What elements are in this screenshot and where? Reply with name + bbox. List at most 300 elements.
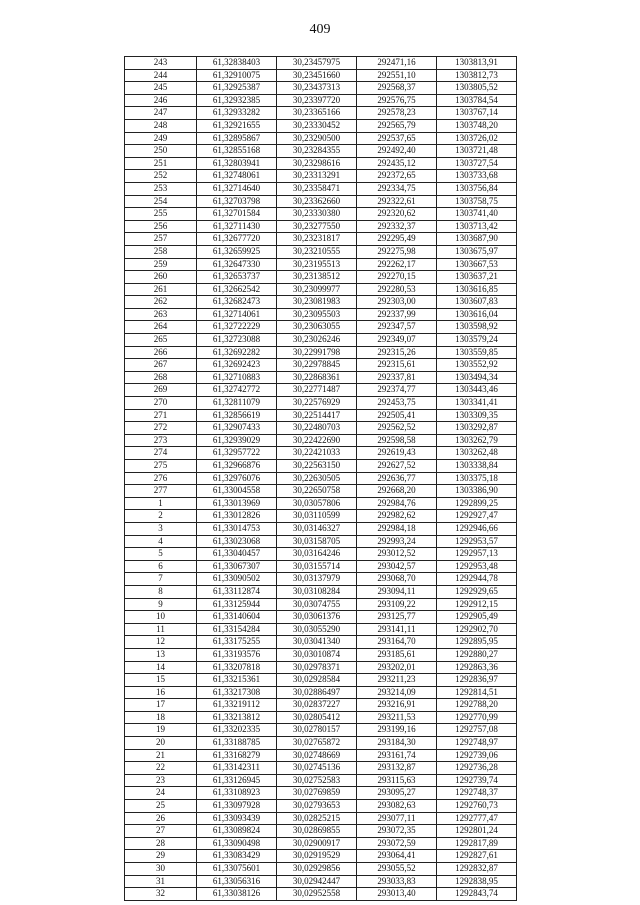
longitude-cell: 30,23081983 (277, 296, 357, 309)
y-coordinate-cell: 1292957,13 (437, 548, 517, 561)
latitude-cell: 61,32722229 (197, 321, 277, 334)
y-coordinate-cell: 1292788,20 (437, 699, 517, 712)
latitude-cell: 61,32703798 (197, 195, 277, 208)
y-coordinate-cell: 1292777,47 (437, 812, 517, 825)
point-number-cell: 261 (125, 283, 197, 296)
x-coordinate-cell: 292619,43 (357, 447, 437, 460)
table-row (125, 497, 517, 510)
x-coordinate-cell: 292347,57 (357, 321, 437, 334)
latitude-cell: 61,32811079 (197, 397, 277, 410)
x-coordinate-cell: 293141,11 (357, 623, 437, 636)
latitude-cell: 61,32742772 (197, 384, 277, 397)
longitude-cell: 30,03061376 (277, 611, 357, 624)
latitude-cell: 61,32701584 (197, 208, 277, 221)
longitude-cell: 30,02793653 (277, 800, 357, 813)
latitude-cell: 61,32748061 (197, 170, 277, 183)
x-coordinate-cell: 292627,52 (357, 460, 437, 473)
longitude-cell: 30,02745136 (277, 762, 357, 775)
point-number-cell: 17 (125, 699, 197, 712)
x-coordinate-cell: 292492,40 (357, 145, 437, 158)
latitude-cell: 61,33040457 (197, 548, 277, 561)
table-row (125, 371, 517, 384)
longitude-cell: 30,22563150 (277, 460, 357, 473)
x-coordinate-cell: 293109,22 (357, 598, 437, 611)
point-number-cell: 255 (125, 208, 197, 221)
latitude-cell: 61,33154284 (197, 623, 277, 636)
x-coordinate-cell: 292471,16 (357, 57, 437, 70)
table-row (125, 69, 517, 82)
x-coordinate-cell: 292270,15 (357, 271, 437, 284)
y-coordinate-cell: 1303616,85 (437, 283, 517, 296)
table-row (125, 409, 517, 422)
point-number-cell: 18 (125, 711, 197, 724)
point-number-cell: 19 (125, 724, 197, 737)
longitude-cell: 30,22514417 (277, 409, 357, 422)
longitude-cell: 30,23365166 (277, 107, 357, 120)
x-coordinate-cell: 293072,35 (357, 825, 437, 838)
x-coordinate-cell: 293161,74 (357, 749, 437, 762)
point-number-cell: 265 (125, 334, 197, 347)
y-coordinate-cell: 1292736,28 (437, 762, 517, 775)
longitude-cell: 30,23451660 (277, 69, 357, 82)
latitude-cell: 61,32723088 (197, 334, 277, 347)
latitude-cell: 61,33202335 (197, 724, 277, 737)
table-row (125, 686, 517, 699)
point-number-cell: 266 (125, 346, 197, 359)
latitude-cell: 61,32682473 (197, 296, 277, 309)
table-row (125, 774, 517, 787)
point-number-cell: 7 (125, 573, 197, 586)
point-number-cell: 251 (125, 157, 197, 170)
table-row (125, 850, 517, 863)
y-coordinate-cell: 1303741,40 (437, 208, 517, 221)
x-coordinate-cell: 293202,01 (357, 661, 437, 674)
longitude-cell: 30,23313291 (277, 170, 357, 183)
point-number-cell: 4 (125, 535, 197, 548)
y-coordinate-cell: 1303675,97 (437, 245, 517, 258)
y-coordinate-cell: 1303443,46 (437, 384, 517, 397)
longitude-cell: 30,23284355 (277, 145, 357, 158)
table-row (125, 674, 517, 687)
y-coordinate-cell: 1303309,35 (437, 409, 517, 422)
latitude-cell: 61,33213812 (197, 711, 277, 724)
longitude-cell: 30,02978371 (277, 661, 357, 674)
y-coordinate-cell: 1292757,08 (437, 724, 517, 737)
point-number-cell: 254 (125, 195, 197, 208)
latitude-cell: 61,33126945 (197, 774, 277, 787)
y-coordinate-cell: 1303767,14 (437, 107, 517, 120)
longitude-cell: 30,23138512 (277, 271, 357, 284)
latitude-cell: 61,33207818 (197, 661, 277, 674)
table-row (125, 522, 517, 535)
longitude-cell: 30,23298616 (277, 157, 357, 170)
point-number-cell: 277 (125, 485, 197, 498)
x-coordinate-cell: 292453,75 (357, 397, 437, 410)
table-row (125, 724, 517, 737)
y-coordinate-cell: 1292832,87 (437, 863, 517, 876)
y-coordinate-cell: 1292748,37 (437, 787, 517, 800)
y-coordinate-cell: 1303262,79 (437, 434, 517, 447)
point-number-cell: 276 (125, 472, 197, 485)
y-coordinate-cell: 1292827,61 (437, 850, 517, 863)
x-coordinate-cell: 292280,53 (357, 283, 437, 296)
y-coordinate-cell: 1292946,66 (437, 522, 517, 535)
y-coordinate-cell: 1303598,92 (437, 321, 517, 334)
latitude-cell: 61,32925387 (197, 82, 277, 95)
y-coordinate-cell: 1292739,06 (437, 749, 517, 762)
point-number-cell: 26 (125, 812, 197, 825)
point-number-cell: 243 (125, 57, 197, 70)
x-coordinate-cell: 292372,65 (357, 170, 437, 183)
point-number-cell: 12 (125, 636, 197, 649)
latitude-cell: 61,32692423 (197, 359, 277, 372)
point-number-cell: 269 (125, 384, 197, 397)
y-coordinate-cell: 1292863,36 (437, 661, 517, 674)
table-row (125, 82, 517, 95)
x-coordinate-cell: 293072,59 (357, 837, 437, 850)
point-number-cell: 268 (125, 371, 197, 384)
table-row (125, 510, 517, 523)
x-coordinate-cell: 293214,09 (357, 686, 437, 699)
latitude-cell: 61,32895867 (197, 132, 277, 145)
table-row (125, 434, 517, 447)
y-coordinate-cell: 1303386,90 (437, 485, 517, 498)
y-coordinate-cell: 1303713,42 (437, 220, 517, 233)
table-row (125, 397, 517, 410)
latitude-cell: 61,33090502 (197, 573, 277, 586)
longitude-cell: 30,23362660 (277, 195, 357, 208)
table-row (125, 623, 517, 636)
table-row (125, 472, 517, 485)
y-coordinate-cell: 1292953,57 (437, 535, 517, 548)
table-row (125, 334, 517, 347)
point-number-cell: 6 (125, 560, 197, 573)
latitude-cell: 61,33097928 (197, 800, 277, 813)
x-coordinate-cell: 292295,49 (357, 233, 437, 246)
latitude-cell: 61,32910075 (197, 69, 277, 82)
table-row (125, 157, 517, 170)
longitude-cell: 30,22991798 (277, 346, 357, 359)
longitude-cell: 30,02805412 (277, 711, 357, 724)
y-coordinate-cell: 1303812,73 (437, 69, 517, 82)
x-coordinate-cell: 293115,63 (357, 774, 437, 787)
point-number-cell: 21 (125, 749, 197, 762)
point-number-cell: 28 (125, 837, 197, 850)
y-coordinate-cell: 1292801,24 (437, 825, 517, 838)
y-coordinate-cell: 1303375,18 (437, 472, 517, 485)
longitude-cell: 30,03055290 (277, 623, 357, 636)
x-coordinate-cell: 293055,52 (357, 863, 437, 876)
point-number-cell: 2 (125, 510, 197, 523)
latitude-cell: 61,33217308 (197, 686, 277, 699)
x-coordinate-cell: 292262,17 (357, 258, 437, 271)
table-row (125, 648, 517, 661)
point-number-cell: 258 (125, 245, 197, 258)
point-number-cell: 273 (125, 434, 197, 447)
longitude-cell: 30,02869855 (277, 825, 357, 838)
point-number-cell: 245 (125, 82, 197, 95)
x-coordinate-cell: 293164,70 (357, 636, 437, 649)
longitude-cell: 30,03057806 (277, 497, 357, 510)
longitude-cell: 30,23099977 (277, 283, 357, 296)
coordinates-table (124, 56, 517, 901)
longitude-cell: 30,02780157 (277, 724, 357, 737)
table-row (125, 548, 517, 561)
longitude-cell: 30,02769859 (277, 787, 357, 800)
x-coordinate-cell: 293012,52 (357, 548, 437, 561)
y-coordinate-cell: 1303805,52 (437, 82, 517, 95)
y-coordinate-cell: 1303726,02 (437, 132, 517, 145)
longitude-cell: 30,22480703 (277, 422, 357, 435)
x-coordinate-cell: 292668,20 (357, 485, 437, 498)
latitude-cell: 61,32710883 (197, 371, 277, 384)
latitude-cell: 61,33013969 (197, 497, 277, 510)
point-number-cell: 250 (125, 145, 197, 158)
y-coordinate-cell: 1292902,70 (437, 623, 517, 636)
longitude-cell: 30,23397720 (277, 94, 357, 107)
point-number-cell: 259 (125, 258, 197, 271)
x-coordinate-cell: 293064,41 (357, 850, 437, 863)
longitude-cell: 30,23457975 (277, 57, 357, 70)
latitude-cell: 61,32647330 (197, 258, 277, 271)
table-row (125, 220, 517, 233)
longitude-cell: 30,23330380 (277, 208, 357, 221)
longitude-cell: 30,03164246 (277, 548, 357, 561)
y-coordinate-cell: 1292817,89 (437, 837, 517, 850)
latitude-cell: 61,33140604 (197, 611, 277, 624)
latitude-cell: 61,32714061 (197, 308, 277, 321)
longitude-cell: 30,02952558 (277, 888, 357, 901)
latitude-cell: 61,33142311 (197, 762, 277, 775)
longitude-cell: 30,02837227 (277, 699, 357, 712)
latitude-cell: 61,32692282 (197, 346, 277, 359)
x-coordinate-cell: 292565,79 (357, 119, 437, 132)
y-coordinate-cell: 1303758,75 (437, 195, 517, 208)
point-number-cell: 5 (125, 548, 197, 561)
y-coordinate-cell: 1303687,90 (437, 233, 517, 246)
longitude-cell: 30,23231817 (277, 233, 357, 246)
y-coordinate-cell: 1303784,54 (437, 94, 517, 107)
point-number-cell: 3 (125, 522, 197, 535)
x-coordinate-cell: 293013,40 (357, 888, 437, 901)
table-row (125, 699, 517, 712)
point-number-cell: 16 (125, 686, 197, 699)
latitude-cell: 61,32711430 (197, 220, 277, 233)
table-row (125, 170, 517, 183)
x-coordinate-cell: 293082,63 (357, 800, 437, 813)
table-row (125, 271, 517, 284)
y-coordinate-cell: 1303756,84 (437, 182, 517, 195)
x-coordinate-cell: 292562,52 (357, 422, 437, 435)
point-number-cell: 275 (125, 460, 197, 473)
table-row (125, 485, 517, 498)
table-row (125, 245, 517, 258)
y-coordinate-cell: 1292929,65 (437, 585, 517, 598)
point-number-cell: 252 (125, 170, 197, 183)
point-number-cell: 31 (125, 875, 197, 888)
longitude-cell: 30,22978845 (277, 359, 357, 372)
table-row (125, 560, 517, 573)
longitude-cell: 30,02919529 (277, 850, 357, 863)
y-coordinate-cell: 1292748,97 (437, 737, 517, 750)
point-number-cell: 271 (125, 409, 197, 422)
x-coordinate-cell: 293042,57 (357, 560, 437, 573)
longitude-cell: 30,23210555 (277, 245, 357, 258)
x-coordinate-cell: 293216,91 (357, 699, 437, 712)
y-coordinate-cell: 1303494,34 (437, 371, 517, 384)
point-number-cell: 244 (125, 69, 197, 82)
y-coordinate-cell: 1303262,48 (437, 447, 517, 460)
longitude-cell: 30,23437313 (277, 82, 357, 95)
latitude-cell: 61,33038126 (197, 888, 277, 901)
table-row (125, 384, 517, 397)
longitude-cell: 30,23026246 (277, 334, 357, 347)
longitude-cell: 30,03108284 (277, 585, 357, 598)
point-number-cell: 267 (125, 359, 197, 372)
latitude-cell: 61,32662542 (197, 283, 277, 296)
x-coordinate-cell: 292374,77 (357, 384, 437, 397)
x-coordinate-cell: 293125,77 (357, 611, 437, 624)
x-coordinate-cell: 293132,87 (357, 762, 437, 775)
y-coordinate-cell: 1292927,47 (437, 510, 517, 523)
longitude-cell: 30,03110599 (277, 510, 357, 523)
x-coordinate-cell: 292568,37 (357, 82, 437, 95)
y-coordinate-cell: 1303292,87 (437, 422, 517, 435)
table-row (125, 837, 517, 850)
y-coordinate-cell: 1292895,95 (437, 636, 517, 649)
table-row (125, 258, 517, 271)
table-row (125, 308, 517, 321)
y-coordinate-cell: 1303552,92 (437, 359, 517, 372)
y-coordinate-cell: 1303559,85 (437, 346, 517, 359)
table-row (125, 57, 517, 70)
table-row (125, 888, 517, 901)
page-number: 409 (309, 22, 331, 37)
point-number-cell: 263 (125, 308, 197, 321)
latitude-cell: 61,32921655 (197, 119, 277, 132)
table-row (125, 94, 517, 107)
table-row (125, 145, 517, 158)
latitude-cell: 61,33188785 (197, 737, 277, 750)
latitude-cell: 61,33112874 (197, 585, 277, 598)
latitude-cell: 61,32939029 (197, 434, 277, 447)
latitude-cell: 61,32957722 (197, 447, 277, 460)
point-number-cell: 13 (125, 648, 197, 661)
x-coordinate-cell: 292332,37 (357, 220, 437, 233)
longitude-cell: 30,02942447 (277, 875, 357, 888)
latitude-cell: 61,32838403 (197, 57, 277, 70)
latitude-cell: 61,33014753 (197, 522, 277, 535)
latitude-cell: 61,32856619 (197, 409, 277, 422)
latitude-cell: 61,32932385 (197, 94, 277, 107)
point-number-cell: 260 (125, 271, 197, 284)
table-row (125, 573, 517, 586)
x-coordinate-cell: 292303,00 (357, 296, 437, 309)
y-coordinate-cell: 1292770,99 (437, 711, 517, 724)
table-row (125, 182, 517, 195)
point-number-cell: 15 (125, 674, 197, 687)
table-row (125, 661, 517, 674)
y-coordinate-cell: 1292953,48 (437, 560, 517, 573)
latitude-cell: 61,32855168 (197, 145, 277, 158)
table-row (125, 119, 517, 132)
latitude-cell: 61,32966876 (197, 460, 277, 473)
longitude-cell: 30,22422690 (277, 434, 357, 447)
y-coordinate-cell: 1292880,27 (437, 648, 517, 661)
point-number-cell: 24 (125, 787, 197, 800)
longitude-cell: 30,22576929 (277, 397, 357, 410)
table-row (125, 422, 517, 435)
table-row (125, 233, 517, 246)
longitude-cell: 30,23195513 (277, 258, 357, 271)
longitude-cell: 30,02900917 (277, 837, 357, 850)
point-number-cell: 10 (125, 611, 197, 624)
latitude-cell: 61,33004558 (197, 485, 277, 498)
latitude-cell: 61,33108923 (197, 787, 277, 800)
latitude-cell: 61,32677720 (197, 233, 277, 246)
table-row (125, 762, 517, 775)
longitude-cell: 30,22421033 (277, 447, 357, 460)
table-row (125, 535, 517, 548)
table-row (125, 611, 517, 624)
point-number-cell: 257 (125, 233, 197, 246)
longitude-cell: 30,03155714 (277, 560, 357, 573)
x-coordinate-cell: 293211,23 (357, 674, 437, 687)
table-row (125, 800, 517, 813)
longitude-cell: 30,02886497 (277, 686, 357, 699)
point-number-cell: 248 (125, 119, 197, 132)
point-number-cell: 30 (125, 863, 197, 876)
latitude-cell: 61,33089824 (197, 825, 277, 838)
table-row (125, 208, 517, 221)
y-coordinate-cell: 1303733,68 (437, 170, 517, 183)
y-coordinate-cell: 1303813,91 (437, 57, 517, 70)
y-coordinate-cell: 1292912,15 (437, 598, 517, 611)
y-coordinate-cell: 1303616,04 (437, 308, 517, 321)
longitude-cell: 30,03010874 (277, 648, 357, 661)
longitude-cell: 30,03146327 (277, 522, 357, 535)
latitude-cell: 61,33093439 (197, 812, 277, 825)
longitude-cell: 30,23277550 (277, 220, 357, 233)
table-row (125, 825, 517, 838)
latitude-cell: 61,32653737 (197, 271, 277, 284)
y-coordinate-cell: 1292739,74 (437, 774, 517, 787)
y-coordinate-cell: 1303607,83 (437, 296, 517, 309)
table-row (125, 787, 517, 800)
longitude-cell: 30,02825215 (277, 812, 357, 825)
x-coordinate-cell: 292315,61 (357, 359, 437, 372)
point-number-cell: 27 (125, 825, 197, 838)
point-number-cell: 253 (125, 182, 197, 195)
point-number-cell: 246 (125, 94, 197, 107)
table-row (125, 346, 517, 359)
y-coordinate-cell: 1303721,48 (437, 145, 517, 158)
longitude-cell: 30,22650758 (277, 485, 357, 498)
table-row (125, 749, 517, 762)
latitude-cell: 61,33023068 (197, 535, 277, 548)
x-coordinate-cell: 292982,62 (357, 510, 437, 523)
x-coordinate-cell: 292337,81 (357, 371, 437, 384)
x-coordinate-cell: 293185,61 (357, 648, 437, 661)
latitude-cell: 61,33219112 (197, 699, 277, 712)
point-number-cell: 14 (125, 661, 197, 674)
x-coordinate-cell: 293211,53 (357, 711, 437, 724)
point-number-cell: 8 (125, 585, 197, 598)
y-coordinate-cell: 1292899,25 (437, 497, 517, 510)
y-coordinate-cell: 1292836,97 (437, 674, 517, 687)
point-number-cell: 1 (125, 497, 197, 510)
longitude-cell: 30,02928584 (277, 674, 357, 687)
